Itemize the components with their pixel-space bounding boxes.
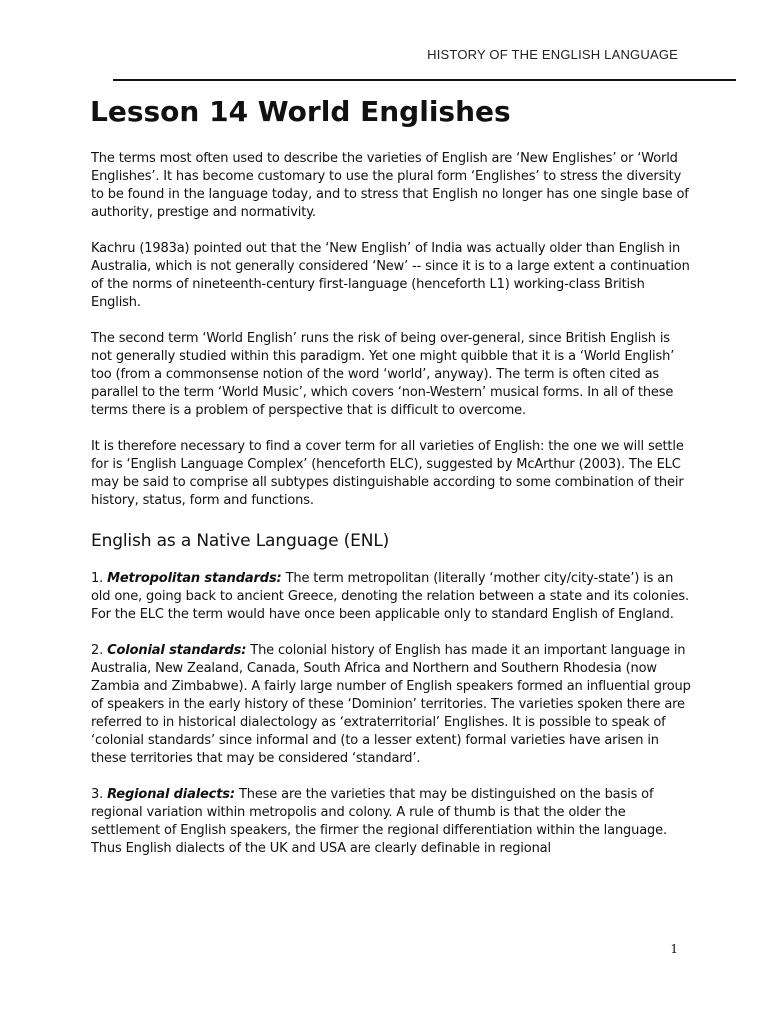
intro-paragraph-1: The terms most often used to describe the varieties of English are ‘New Englishes’ or ‘World Englishes’. It has become customary to use the plural form ‘Englishes’ to stress the diversity to be found in the language today, and to stress that English no longer has one single base of authority, prestige and normativity. xyxy=(91,151,689,220)
item-text: The term metropolitan (literally ‘mother city/city-state’) is an old one, going back to ancient Greece, denoting the relation between a state and its colonies. For the ELC the term would have once been applicable only to standard English of England. xyxy=(91,571,689,622)
section-heading-enl: English as a Native Language (ENL) xyxy=(91,531,390,551)
item-text: The colonial history of English has made it an important language in Australia, New Zealand, Canada, South Africa and Northern and Southern Rhodesia (now Zambia and Zimbabwe). A fairly large number of English speakers formed an influential group of speakers in the early history of these ‘Dominion’ territories. The varieties spoken there are referred to in historical dialectology as ‘extraterritorial’ Englishes. It is possible to speak of ‘colonial standards’ since informal and (to a lesser extent) formal varieties have arisen in these territories that may be considered ‘standard’. xyxy=(91,643,691,766)
item-term: Colonial standards xyxy=(107,643,242,658)
term-colon: : xyxy=(241,643,247,658)
intro-paragraph-4: It is therefore necessary to find a cover term for all varieties of English: the one we will settle for is ‘English Language Complex’ (henceforth ELC), suggested by McArthur (2003). The ELC may be said to comprise all subtypes distinguishable according to some combination of their history, status, form and functions. xyxy=(91,439,684,508)
term-colon: : xyxy=(276,571,282,586)
item-text: These are the varieties that may be distinguished on the basis of regional variation within metropolis and colony. A rule of thumb is that the older the settlement of English speakers, the firmer the regional differentiation within the language. Thus English dialects of the UK and USA are clearly definable in regional xyxy=(91,787,667,856)
enl-item-metropolitan-standards xyxy=(91,570,691,624)
enl-item-colonial-standards xyxy=(91,642,691,768)
item-term: Regional dialects xyxy=(107,787,230,802)
intro-paragraph-3: The second term ‘World English’ runs the risk of being over-general, since British English is not generally studied within this paradigm. Yet one might quibble that it is a ‘World English’ too (from a commonsense notion of the word ‘world’, anyway). The term is often cited as parallel to the term ‘World Music’, which covers ‘non-Western’ musical forms. In all of these terms there is a problem of perspective that is difficult to overcome. xyxy=(91,331,675,418)
item-number: 3. xyxy=(91,787,104,802)
lesson-title: Lesson 14 World Englishes xyxy=(90,95,511,128)
document-body xyxy=(91,150,691,876)
term-colon: : xyxy=(229,787,235,802)
item-number: 1. xyxy=(91,571,104,586)
page-number: 1 xyxy=(670,942,678,956)
enl-item-regional-dialects xyxy=(91,786,691,858)
item-term: Metropolitan standards xyxy=(107,571,277,586)
running-header: HISTORY OF THE ENGLISH LANGUAGE xyxy=(427,47,678,62)
item-number: 2. xyxy=(91,643,104,658)
intro-paragraph-2: Kachru (1983a) pointed out that the ‘New English’ of India was actually older than English in Australia, which is not generally considered ‘New’ -- since it is to a large extent a continuation of the norms of nineteenth-century first-language (henceforth L1) working-class British English. xyxy=(91,241,690,310)
header-rule xyxy=(113,79,736,81)
